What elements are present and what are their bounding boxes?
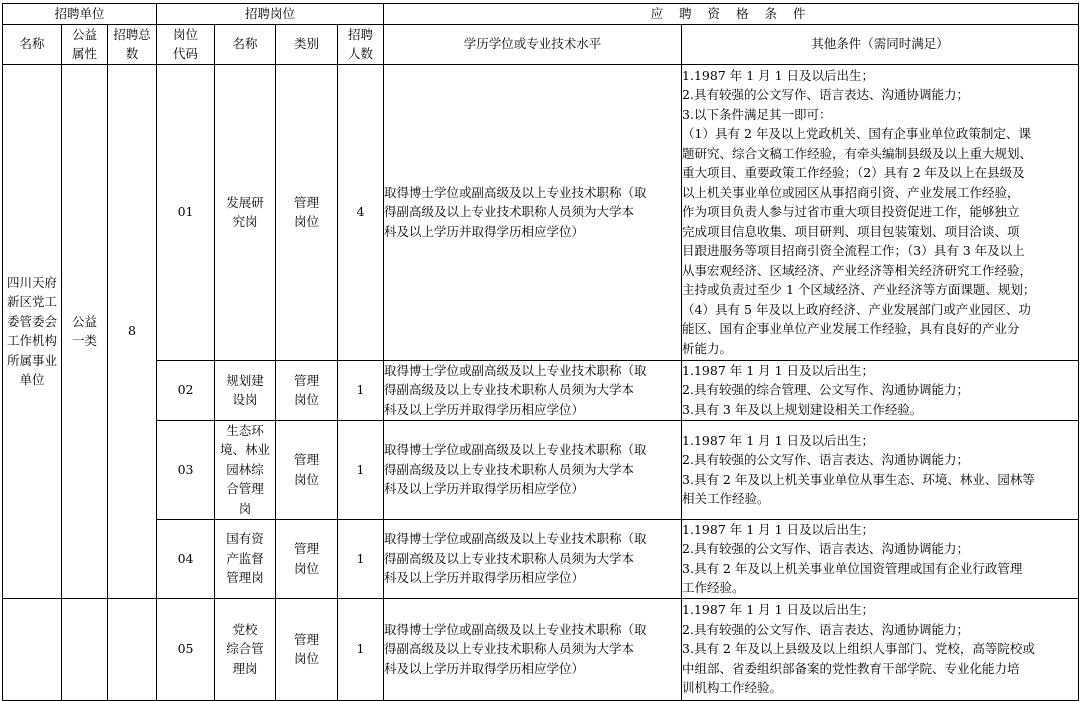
degree-cell: 取得博士学位或副高级及以上专业技术职称（取 得副高级及以上专业技术职称人员须为大学本 科及以上学历并取得学历相应学位） (384, 519, 682, 598)
col-welfare-attr: 公益 属性 (62, 24, 108, 64)
col-total-count: 招聘总 数 (108, 24, 157, 64)
col-post-code: 岗位 代码 (157, 24, 215, 64)
post-name-cell: 国有资 产监督 管理岗 (215, 519, 276, 598)
category-cell: 管理 岗位 (276, 420, 338, 519)
post-name-cell: 发展研 究岗 (215, 64, 276, 360)
category-cell: 管理 岗位 (276, 64, 338, 360)
post-name-cell: 生态环 境、林业 园林综 合管理 岗 (215, 420, 276, 519)
hire-count-cell: 1 (338, 519, 384, 598)
col-degree: 学历学位或专业技术水平 (384, 24, 682, 64)
post-code-cell: 03 (157, 420, 215, 519)
category-cell: 管理 岗位 (276, 360, 338, 420)
post-name-cell: 规划建 设岗 (215, 360, 276, 420)
other-conditions-cell: 1.1987 年 1 月 1 日及以后出生； 2.具有较强的公文写作、语言表达、沟通协调能力； 3.具有 2 年及以上县级及以上组织人事部门、党校，高等院校或 中组部、省委组织部备案的党性教育干部学院、专业化能力培 训机构工作经验。 (682, 598, 1079, 700)
table-row (3, 420, 1079, 519)
post-group-header: 招聘岗位 (157, 4, 384, 25)
table-row (3, 519, 1079, 598)
post-name-cell: 党校 综合管 理岗 (215, 598, 276, 700)
other-conditions-cell: 1.1987 年 1 月 1 日及以后出生； 2.具有较强的综合管理、公文写作、沟通协调能力； 3.具有 3 年及以上规划建设相关工作经验。 (682, 360, 1079, 420)
welfare-attr-cell: 公益 一类 (62, 64, 108, 598)
total-count-cell: 8 (108, 64, 157, 598)
unit-group-header: 招聘单位 (3, 4, 157, 25)
col-other-conditions: 其他条件（需同时满足） (682, 24, 1079, 64)
table-row (3, 360, 1079, 420)
table-row (3, 598, 1079, 700)
col-unit-name: 名称 (3, 24, 62, 64)
post-code-cell: 04 (157, 519, 215, 598)
recruitment-table (2, 3, 1079, 701)
unit-name-cell-empty (3, 598, 62, 700)
col-post-name: 名称 (215, 24, 276, 64)
col-hire-count: 招聘 人数 (338, 24, 384, 64)
hire-count-cell: 4 (338, 64, 384, 360)
unit-name-cell: 四川天府 新区党工 委管委会 工作机构 所属事业 单位 (3, 64, 62, 598)
post-code-cell: 01 (157, 64, 215, 360)
degree-cell: 取得博士学位或副高级及以上专业技术职称（取 得副高级及以上专业技术职称人员须为大学本 科及以上学历并取得学历相应学位） (384, 64, 682, 360)
other-conditions-cell: 1.1987 年 1 月 1 日及以后出生； 2.具有较强的公文写作、语言表达、沟通协调能力； 3.以下条件满足其一即可： （1）具有 2 年及以上党政机关、国有企事业单位政策制定、课 题研究、综合文稿工作经验，有牵头编制县级及以上重大规划、 重大项目、重要政策工作经验；（2）具有 2 年及以上在县级及 以上机关事业单位或园区从事招商引资、产业发展工作经验， 作为项目负责人参与过省市重大项目投资促进工作，能够独立 完成项目信息收集、项目研判、项目包装策划、项目洽谈、项 目跟进服务等项目招商引资全流程工作；（3）具有 3 年及以上 从事宏观经济、区域经济、产业经济等相关经济研究工作经验， 主持或负责过至少 1 个区域经济、产业经济等方面课题、规划； （4）具有 5 年及以上政府经济、产业发展部门或产业园区、功 能区、国有企事业单位产业发展工作经验，具有良好的产业分 析能力。 (682, 64, 1079, 360)
hire-count-cell: 1 (338, 420, 384, 519)
other-conditions-cell: 1.1987 年 1 月 1 日及以后出生； 2.具有较强的公文写作、语言表达、沟通协调能力； 3.具有 2 年及以上机关事业单位从事生态、环境、林业、园林等 相关工作经验。 (682, 420, 1079, 519)
table-row (3, 64, 1079, 360)
other-conditions-cell: 1.1987 年 1 月 1 日及以后出生； 2.具有较强的公文写作、语言表达、沟通协调能力； 3.具有 2 年及以上机关事业单位国资管理或国有企业行政管理 工作经验。 (682, 519, 1079, 598)
post-code-cell: 05 (157, 598, 215, 700)
degree-cell: 取得博士学位或副高级及以上专业技术职称（取 得副高级及以上专业技术职称人员须为大学本 科及以上学历并取得学历相应学位） (384, 360, 682, 420)
post-code-cell: 02 (157, 360, 215, 420)
hire-count-cell: 1 (338, 598, 384, 700)
degree-cell: 取得博士学位或副高级及以上专业技术职称（取 得副高级及以上专业技术职称人员须为大学本 科及以上学历并取得学历相应学位） (384, 598, 682, 700)
hire-count-cell: 1 (338, 360, 384, 420)
column-header-row (3, 24, 1079, 64)
welfare-attr-cell-empty (62, 598, 108, 700)
category-cell: 管理 岗位 (276, 519, 338, 598)
qualification-group-header: 应 聘 资 格 条 件 (384, 4, 1079, 25)
col-category: 类别 (276, 24, 338, 64)
category-cell: 管理 岗位 (276, 598, 338, 700)
recruitment-table-page (2, 3, 1078, 701)
total-count-cell-empty (108, 598, 157, 700)
group-header-row (3, 4, 1079, 25)
degree-cell: 取得博士学位或副高级及以上专业技术职称（取 得副高级及以上专业技术职称人员须为大学本 科及以上学历并取得学历相应学位） (384, 420, 682, 519)
